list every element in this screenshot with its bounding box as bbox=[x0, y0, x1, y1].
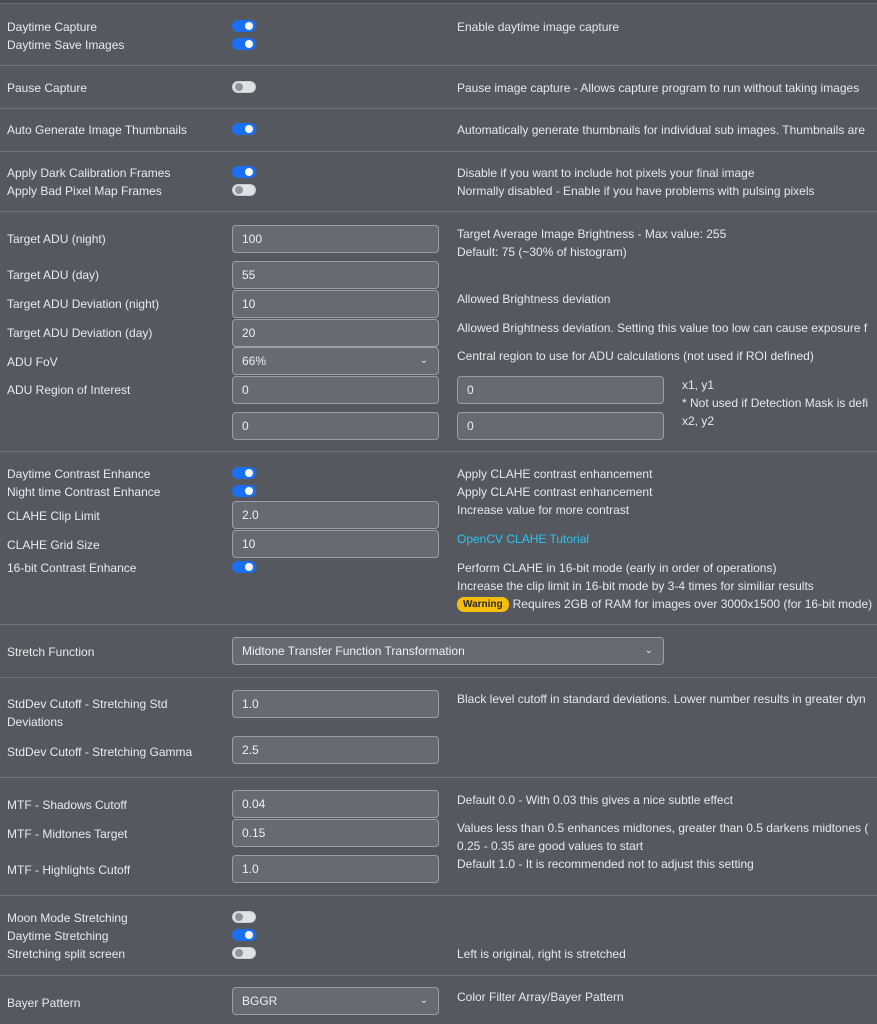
pause-capture-desc: Pause image capture - Allows capture program to run without taking images bbox=[457, 81, 860, 95]
toggle-knob bbox=[235, 83, 243, 91]
daytime-contrast-toggle[interactable] bbox=[232, 467, 256, 479]
roi-note-mask: * Not used if Detection Mask is defi bbox=[682, 396, 869, 410]
adu-deviation-day-label: Target ADU Deviation (day) bbox=[7, 326, 153, 340]
clahe-clip-label: CLAHE Clip Limit bbox=[7, 509, 100, 523]
adu-deviation-night-desc: Allowed Brightness deviation bbox=[457, 292, 611, 306]
daytime-save-label: Daytime Save Images bbox=[7, 38, 125, 52]
target-adu-day-label: Target ADU (day) bbox=[7, 268, 100, 282]
divider bbox=[0, 451, 877, 452]
mtf-highlights-input[interactable] bbox=[232, 855, 439, 883]
toggle-knob bbox=[245, 125, 253, 133]
toggle-knob bbox=[245, 563, 253, 571]
target-adu-night-input[interactable] bbox=[232, 225, 439, 253]
mtf-shadows-input[interactable] bbox=[232, 790, 439, 818]
adu-deviation-day-input[interactable] bbox=[232, 319, 439, 347]
toggle-knob bbox=[245, 22, 253, 30]
contrast-16bit-toggle[interactable] bbox=[232, 561, 256, 573]
bayer-pattern-value: BGGR bbox=[242, 994, 278, 1008]
mtf-midtones-desc: Values less than 0.5 enhances midtones, greater than 0.5 darkens midtones ( bbox=[457, 821, 869, 835]
clahe-clip-input[interactable] bbox=[232, 501, 439, 529]
adu-deviation-night-input[interactable] bbox=[232, 290, 439, 318]
mtf-shadows-label: MTF - Shadows Cutoff bbox=[7, 798, 127, 812]
adu-fov-desc: Central region to use for ADU calculations (not used if ROI defined) bbox=[457, 349, 814, 363]
adu-fov-select[interactable] bbox=[232, 347, 439, 375]
bayer-pattern-select[interactable] bbox=[232, 987, 439, 1015]
divider bbox=[0, 777, 877, 778]
mtf-highlights-desc: Default 1.0 - It is recommended not to adjust this setting bbox=[457, 857, 754, 871]
daytime-stretching-label: Daytime Stretching bbox=[7, 929, 109, 943]
auto-thumbnails-desc: Automatically generate thumbnails for individual sub images. Thumbnails are bbox=[457, 123, 865, 137]
roi-y1-input[interactable] bbox=[457, 376, 664, 404]
split-screen-label: Stretching split screen bbox=[7, 947, 126, 961]
split-screen-desc: Left is original, right is stretched bbox=[457, 947, 626, 961]
toggle-knob bbox=[235, 913, 243, 921]
warning-badge: Warning bbox=[457, 597, 509, 612]
mtf-midtones-desc2: 0.25 - 0.35 are good values to start bbox=[457, 839, 644, 853]
target-adu-night-label: Target ADU (night) bbox=[7, 232, 106, 246]
daytime-contrast-label: Daytime Contrast Enhance bbox=[7, 467, 151, 481]
clahe-tutorial-link-wrap bbox=[457, 532, 589, 546]
roi-x2-input[interactable] bbox=[232, 412, 439, 440]
divider bbox=[0, 677, 877, 678]
stddev-cutoff-input[interactable] bbox=[232, 690, 439, 718]
stddev-gamma-input[interactable] bbox=[232, 736, 439, 764]
split-screen-toggle[interactable] bbox=[232, 947, 256, 959]
divider bbox=[0, 65, 877, 66]
toggle-knob bbox=[245, 469, 253, 477]
daytime-capture-label: Daytime Capture bbox=[7, 20, 98, 34]
daytime-save-toggle[interactable] bbox=[232, 38, 256, 50]
toggle-knob bbox=[245, 487, 253, 495]
clahe-clip-desc: Increase value for more contrast bbox=[457, 503, 630, 517]
toggle-knob bbox=[235, 949, 243, 957]
toggle-knob bbox=[235, 186, 243, 194]
adu-roi-label: ADU Region of Interest bbox=[7, 383, 131, 397]
stretch-function-value: Midtone Transfer Function Transformation bbox=[242, 644, 465, 658]
divider bbox=[0, 624, 877, 625]
contrast-16bit-warning-row bbox=[457, 597, 872, 612]
daytime-capture-desc: Enable daytime image capture bbox=[457, 20, 620, 34]
pause-capture-label: Pause Capture bbox=[7, 81, 88, 95]
clahe-grid-input[interactable] bbox=[232, 530, 439, 558]
dark-frames-label: Apply Dark Calibration Frames bbox=[7, 166, 171, 180]
bad-pixel-desc: Normally disabled - Enable if you have problems with pulsing pixels bbox=[457, 184, 815, 198]
night-contrast-desc: Apply CLAHE contrast enhancement bbox=[457, 485, 653, 499]
stretch-function-select[interactable] bbox=[232, 637, 664, 665]
auto-thumbnails-label: Auto Generate Image Thumbnails bbox=[7, 123, 187, 137]
stddev-gamma-label: StdDev Cutoff - Stretching Gamma bbox=[7, 745, 193, 759]
moon-stretching-label: Moon Mode Stretching bbox=[7, 911, 128, 925]
bayer-pattern-desc: Color Filter Array/Bayer Pattern bbox=[457, 990, 624, 1004]
roi-y2-input[interactable] bbox=[457, 412, 664, 440]
auto-thumbnails-toggle[interactable] bbox=[232, 123, 256, 135]
target-adu-night-desc: Target Average Image Brightness - Max value: 255 bbox=[457, 227, 727, 241]
chevron-down-icon: ⌄ bbox=[419, 355, 428, 366]
toggle-knob bbox=[245, 168, 253, 176]
daytime-contrast-desc: Apply CLAHE contrast enhancement bbox=[457, 467, 653, 481]
contrast-16bit-desc: Perform CLAHE in 16-bit mode (early in order of operations) bbox=[457, 561, 777, 575]
contrast-16bit-desc3: Requires 2GB of RAM for images over 3000x1500 (for 16-bit mode) bbox=[512, 597, 873, 611]
dark-frames-toggle[interactable] bbox=[232, 166, 256, 178]
roi-note-xy2: x2, y2 bbox=[682, 414, 715, 428]
clahe-grid-label: CLAHE Grid Size bbox=[7, 538, 100, 552]
target-adu-night-desc2: Default: 75 (~30% of histogram) bbox=[457, 245, 627, 259]
mtf-midtones-label: MTF - Midtones Target bbox=[7, 827, 128, 841]
toggle-knob bbox=[245, 931, 253, 939]
stretch-function-label: Stretch Function bbox=[7, 645, 95, 659]
divider bbox=[0, 895, 877, 896]
pause-capture-toggle[interactable] bbox=[232, 81, 256, 93]
night-contrast-toggle[interactable] bbox=[232, 485, 256, 497]
moon-stretching-toggle[interactable] bbox=[232, 911, 256, 923]
toggle-knob bbox=[245, 40, 253, 48]
chevron-down-icon: ⌄ bbox=[419, 995, 428, 1006]
adu-deviation-night-label: Target ADU Deviation (night) bbox=[7, 297, 160, 311]
adu-fov-value: 66% bbox=[242, 354, 267, 368]
bad-pixel-label: Apply Bad Pixel Map Frames bbox=[7, 184, 162, 198]
bayer-pattern-label: Bayer Pattern bbox=[7, 996, 81, 1010]
contrast-16bit-desc2: Increase the clip limit in 16-bit mode by 3-4 times for similiar results bbox=[457, 579, 814, 593]
mtf-midtones-input[interactable] bbox=[232, 819, 439, 847]
target-adu-day-input[interactable] bbox=[232, 261, 439, 289]
top-border bbox=[0, 0, 877, 4]
roi-x1-input[interactable] bbox=[232, 376, 439, 404]
divider bbox=[0, 108, 877, 109]
stddev-cutoff-label: StdDev Cutoff - Stretching Std Deviations bbox=[7, 697, 168, 729]
divider bbox=[0, 975, 877, 976]
divider bbox=[0, 211, 877, 212]
mtf-shadows-desc: Default 0.0 - With 0.03 this gives a nice subtle effect bbox=[457, 793, 733, 807]
chevron-down-icon: ⌄ bbox=[644, 645, 653, 656]
stddev-cutoff-desc: Black level cutoff in standard deviations. Lower number results in greater dyn bbox=[457, 692, 866, 706]
roi-note-xy1: x1, y1 bbox=[682, 378, 715, 392]
daytime-capture-toggle[interactable] bbox=[232, 20, 256, 32]
contrast-16bit-label: 16-bit Contrast Enhance bbox=[7, 561, 137, 575]
dark-frames-desc: Disable if you want to include hot pixels your final image bbox=[457, 166, 755, 180]
bad-pixel-toggle[interactable] bbox=[232, 184, 256, 196]
daytime-stretching-toggle[interactable] bbox=[232, 929, 256, 941]
mtf-highlights-label: MTF - Highlights Cutoff bbox=[7, 863, 131, 877]
clahe-tutorial-link[interactable]: OpenCV CLAHE Tutorial bbox=[457, 532, 590, 546]
divider bbox=[0, 151, 877, 152]
night-contrast-label: Night time Contrast Enhance bbox=[7, 485, 161, 499]
adu-fov-label: ADU FoV bbox=[7, 355, 58, 369]
adu-deviation-day-desc: Allowed Brightness deviation. Setting this value too low can cause exposure f bbox=[457, 321, 868, 335]
